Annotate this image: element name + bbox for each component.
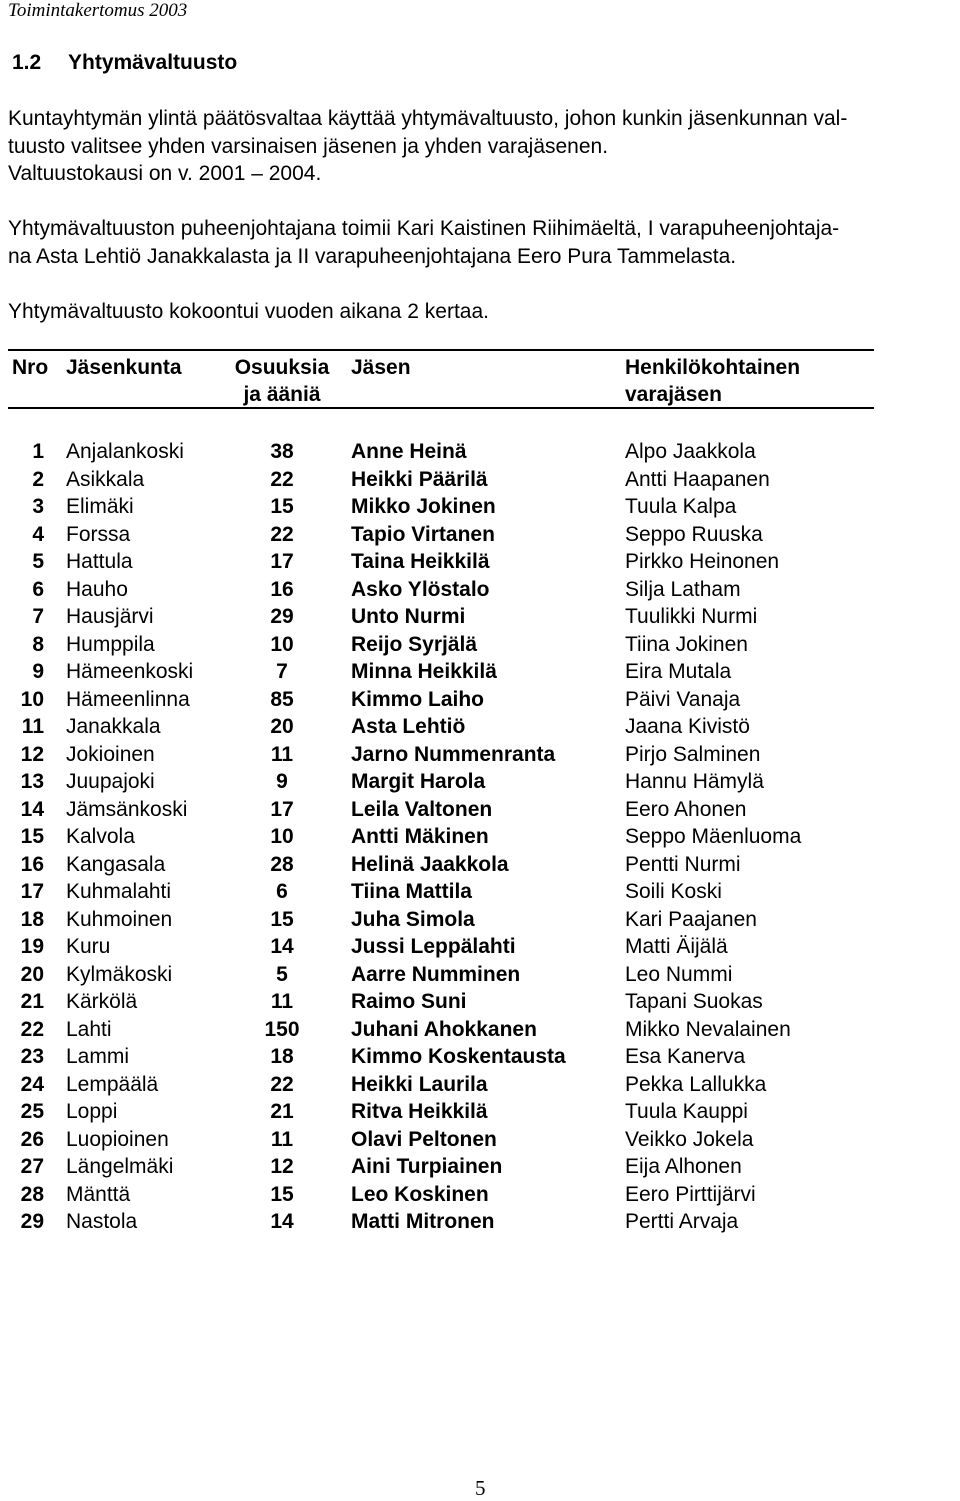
paragraph-chairs [8, 215, 953, 270]
column-header-nro: Nro [12, 356, 49, 379]
table-row [0, 796, 960, 824]
member-municipality: Hämeenlinna [66, 687, 190, 711]
member-municipality: Kylmäkoski [66, 962, 173, 986]
member-name: Olavi Peltonen [351, 1127, 497, 1151]
column-header-osuus-line2: ja ääniä [243, 383, 321, 406]
member-name: Tiina Mattila [351, 880, 472, 903]
member-name: Heikki Päärilä [351, 467, 488, 491]
section-title: Yhtymävaltuusto [68, 51, 238, 74]
table-row [0, 878, 960, 906]
row-number: 8 [32, 632, 44, 656]
row-number: 3 [32, 495, 44, 518]
shares-votes: 15 [270, 495, 294, 518]
deputy-name: Soili Koski [625, 880, 722, 903]
member-name: Kimmo Koskentausta [351, 1045, 566, 1068]
deputy-name: Pirjo Salminen [625, 742, 761, 766]
member-municipality: Jokioinen [66, 742, 155, 766]
shares-votes: 21 [270, 1100, 294, 1123]
deputy-name: Tuulikki Nurmi [625, 605, 758, 628]
member-name: Ritva Heikkilä [351, 1100, 488, 1123]
shares-votes: 9 [276, 770, 288, 793]
shares-votes: 10 [270, 632, 294, 656]
column-header-varajasen [625, 354, 800, 408]
member-municipality: Janakkala [66, 715, 161, 738]
deputy-name: Antti Haapanen [625, 467, 770, 491]
paragraph-line: Yhtymävaltuusto kokoontui vuoden aikana 2 kertaa. [8, 300, 489, 323]
shares-votes: 22 [270, 1072, 294, 1096]
member-name: Raimo Suni [351, 990, 467, 1013]
row-number: 7 [32, 605, 44, 628]
member-name: Reijo Syrjälä [351, 632, 478, 656]
member-name: Leo Koskinen [351, 1182, 489, 1206]
shares-votes: 16 [270, 577, 294, 601]
member-table-body [0, 438, 960, 1236]
paragraph-line: Yhtymävaltuuston puheenjohtajana toimii Kari Kaistinen Riihimäeltä, I varapuheenjohtaja- [8, 217, 840, 240]
member-name: Mikko Jokinen [351, 495, 496, 518]
table-row [0, 741, 960, 769]
member-municipality: Kuhmalahti [66, 880, 172, 903]
table-row [0, 548, 960, 576]
table-row [0, 631, 960, 659]
member-municipality: Jämsänkoski [66, 797, 188, 821]
table-row [0, 1098, 960, 1126]
row-number: 13 [20, 770, 44, 793]
row-number: 25 [20, 1100, 44, 1123]
deputy-name: Veikko Jokela [625, 1127, 754, 1151]
paragraph-line: Kuntayhtymän ylintä päätösvaltaa käyttää yhtymävaltuusto, johon kunkin jäsenkunnan val- [8, 107, 848, 130]
deputy-name: Silja Latham [625, 577, 741, 601]
row-number: 2 [32, 467, 44, 491]
table-row [0, 1043, 960, 1071]
table-row [0, 576, 960, 604]
shares-votes: 18 [270, 1045, 294, 1068]
deputy-name: Tuula Kauppi [625, 1100, 748, 1123]
table-row [0, 933, 960, 961]
paragraph-line: Valtuustokausi on v. 2001 – 2004. [8, 162, 322, 185]
row-number: 6 [32, 577, 44, 601]
member-name: Juha Simola [351, 907, 475, 931]
shares-votes: 20 [270, 715, 294, 738]
row-number: 1 [32, 440, 44, 463]
member-name: Asta Lehtiö [351, 715, 466, 738]
member-name: Antti Mäkinen [351, 825, 489, 848]
shares-votes: 29 [270, 605, 294, 628]
member-name: Jussi Leppälahti [351, 935, 516, 958]
row-number: 17 [20, 880, 44, 903]
member-municipality: Kärkölä [66, 990, 138, 1013]
member-name: Aini Turpiainen [351, 1155, 503, 1178]
member-municipality: Kuru [66, 935, 111, 958]
row-number: 14 [20, 797, 44, 821]
paragraph-meetings [8, 298, 953, 326]
deputy-name: Kari Paajanen [625, 907, 757, 931]
member-municipality: Elimäki [66, 495, 134, 518]
row-number: 29 [20, 1210, 44, 1233]
page-number: 5 [475, 1476, 486, 1500]
member-municipality: Nastola [66, 1210, 138, 1233]
member-name: Helinä Jaakkola [351, 852, 509, 876]
column-header-kunta: Jäsenkunta [66, 356, 182, 379]
shares-votes: 38 [270, 440, 294, 463]
member-municipality: Hämeenkoski [66, 660, 194, 683]
member-municipality: Lahti [66, 1017, 112, 1041]
deputy-name: Jaana Kivistö [625, 715, 750, 738]
paragraph-intro [8, 105, 953, 188]
table-row [0, 961, 960, 989]
shares-votes: 5 [276, 962, 288, 986]
shares-votes: 15 [270, 1182, 294, 1206]
table-row [0, 1016, 960, 1044]
column-header-vara-line1: Henkilökohtainen [625, 356, 801, 379]
member-municipality: Längelmäki [66, 1155, 174, 1178]
deputy-name: Seppo Mäenluoma [625, 825, 802, 848]
document-header: Toimintakertomus 2003 [8, 0, 188, 21]
row-number: 9 [32, 660, 44, 683]
member-municipality: Hausjärvi [66, 605, 154, 628]
member-municipality: Hattula [66, 550, 133, 573]
member-name: Taina Heikkilä [351, 550, 490, 573]
column-header-osuus-line1: Osuuksia [234, 356, 330, 379]
member-municipality: Lammi [66, 1045, 130, 1068]
deputy-name: Tuula Kalpa [625, 495, 737, 518]
member-municipality: Hauho [66, 577, 128, 601]
shares-votes: 17 [270, 797, 294, 821]
paragraph-line: na Asta Lehtiö Janakkalasta ja II varapuheenjohtajana Eero Pura Tammelasta. [8, 244, 737, 268]
member-name: Asko Ylöstalo [351, 577, 490, 601]
row-number: 27 [20, 1155, 44, 1178]
shares-votes: 28 [270, 852, 294, 876]
member-municipality: Asikkala [66, 467, 145, 491]
member-name: Tapio Virtanen [351, 522, 495, 546]
member-name: Aarre Numminen [351, 962, 521, 986]
member-name: Jarno Nummenranta [351, 742, 556, 766]
member-name: Unto Nurmi [351, 605, 466, 628]
shares-votes: 150 [264, 1017, 300, 1041]
member-municipality: Kangasala [66, 852, 166, 876]
table-row [0, 988, 960, 1016]
column-header-jasen: Jäsen [351, 356, 411, 379]
member-name: Minna Heikkilä [351, 660, 497, 683]
deputy-name: Alpo Jaakkola [625, 440, 756, 463]
row-number: 16 [20, 852, 44, 876]
table-row [0, 1071, 960, 1099]
shares-votes: 14 [270, 935, 294, 958]
deputy-name: Matti Äijälä [625, 935, 728, 958]
member-municipality: Kalvola [66, 825, 135, 848]
table-row [0, 1153, 960, 1181]
column-header-osuus [229, 354, 335, 408]
table-row [0, 466, 960, 494]
shares-votes: 11 [270, 1127, 294, 1151]
table-header-rule [8, 407, 874, 409]
deputy-name: Eira Mutala [625, 660, 732, 683]
row-number: 22 [20, 1017, 44, 1041]
deputy-name: Päivi Vanaja [625, 687, 741, 711]
shares-votes: 14 [270, 1210, 294, 1233]
shares-votes: 85 [270, 687, 294, 711]
member-municipality: Anjalankoski [66, 440, 184, 463]
shares-votes: 22 [270, 467, 294, 491]
table-row [0, 521, 960, 549]
shares-votes: 6 [276, 880, 288, 903]
member-name: Heikki Laurila [351, 1072, 488, 1096]
member-municipality: Forssa [66, 522, 131, 546]
shares-votes: 15 [270, 907, 294, 931]
section-heading [10, 51, 237, 75]
column-header-vara-line2: varajäsen [625, 383, 722, 406]
table-row [0, 1126, 960, 1154]
deputy-name: Tapani Suokas [625, 990, 763, 1013]
table-row [0, 1181, 960, 1209]
deputy-name: Pentti Nurmi [625, 852, 741, 876]
member-name: Anne Heinä [351, 440, 467, 463]
row-number: 28 [20, 1182, 44, 1206]
table-row [0, 823, 960, 851]
table-row [0, 768, 960, 796]
deputy-name: Pertti Arvaja [625, 1210, 739, 1233]
table-row [0, 906, 960, 934]
paragraph-line: tuusto valitsee yhden varsinaisen jäsenen ja yhden varajäsenen. [8, 134, 609, 158]
shares-votes: 12 [270, 1155, 294, 1178]
row-number: 26 [20, 1127, 44, 1151]
deputy-name: Eero Ahonen [625, 797, 747, 821]
row-number: 15 [20, 825, 44, 848]
deputy-name: Pirkko Heinonen [625, 550, 780, 573]
deputy-name: Pekka Lallukka [625, 1072, 767, 1096]
row-number: 18 [20, 907, 44, 931]
row-number: 11 [21, 715, 44, 738]
member-name: Kimmo Laiho [351, 687, 485, 711]
table-row [0, 851, 960, 879]
row-number: 23 [20, 1045, 44, 1068]
shares-votes: 22 [270, 522, 294, 546]
row-number: 4 [32, 522, 44, 546]
row-number: 21 [20, 990, 44, 1013]
member-municipality: Mänttä [66, 1182, 131, 1206]
table-row [0, 686, 960, 714]
table-row [0, 603, 960, 631]
shares-votes: 10 [270, 825, 294, 848]
row-number: 12 [20, 742, 44, 766]
table-top-rule [8, 349, 874, 351]
deputy-name: Tiina Jokinen [625, 632, 748, 656]
member-name: Matti Mitronen [351, 1210, 495, 1233]
deputy-name: Eija Alhonen [625, 1155, 742, 1178]
shares-votes: 17 [270, 550, 294, 573]
table-row [0, 438, 960, 466]
deputy-name: Eero Pirttijärvi [625, 1182, 756, 1206]
table-row [0, 1208, 960, 1236]
deputy-name: Seppo Ruuska [625, 522, 763, 546]
member-municipality: Loppi [66, 1100, 118, 1123]
shares-votes: 11 [270, 990, 294, 1013]
table-row [0, 493, 960, 521]
row-number: 10 [20, 687, 44, 711]
member-municipality: Humppila [66, 632, 155, 656]
table-row [0, 713, 960, 741]
member-municipality: Kuhmoinen [66, 907, 173, 931]
shares-votes: 7 [276, 660, 288, 683]
row-number: 5 [32, 550, 44, 573]
member-municipality: Juupajoki [66, 770, 155, 793]
row-number: 19 [20, 935, 44, 958]
row-number: 24 [20, 1072, 44, 1096]
member-municipality: Luopioinen [66, 1127, 169, 1151]
member-name: Leila Valtonen [351, 797, 493, 821]
deputy-name: Hannu Hämylä [625, 770, 764, 793]
member-name: Juhani Ahokkanen [351, 1017, 537, 1041]
shares-votes: 11 [270, 742, 294, 766]
row-number: 20 [20, 962, 44, 986]
member-municipality: Lempäälä [66, 1072, 159, 1096]
section-number: 1.2 [12, 51, 42, 74]
deputy-name: Esa Kanerva [625, 1045, 746, 1068]
table-row [0, 658, 960, 686]
deputy-name: Mikko Nevalainen [625, 1017, 791, 1041]
deputy-name: Leo Nummi [625, 962, 733, 986]
member-name: Margit Harola [351, 770, 486, 793]
